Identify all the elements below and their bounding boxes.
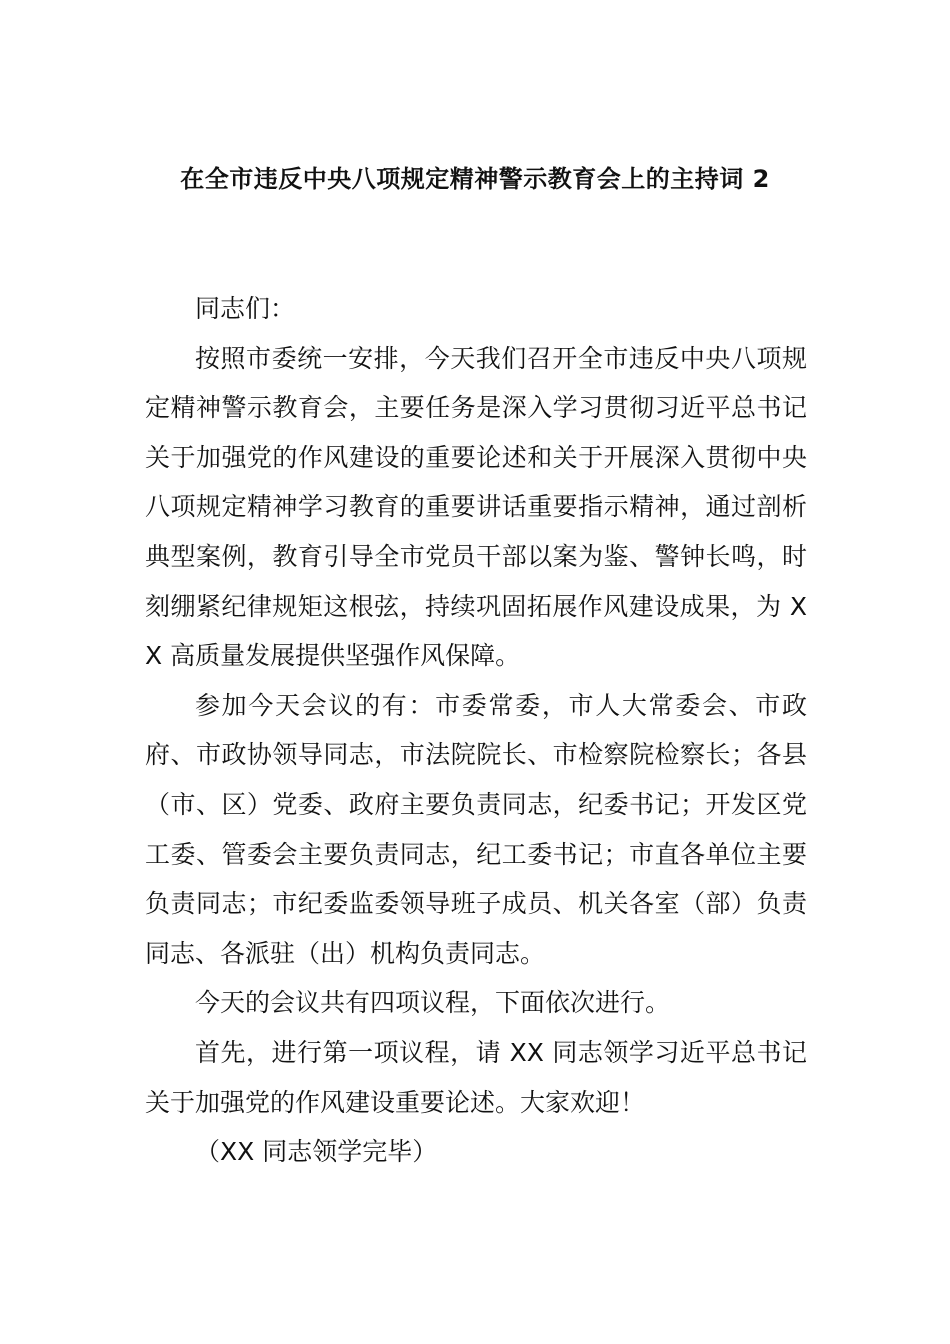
stage-note-paragraph: （XX 同志领学完毕）: [195, 1137, 438, 1167]
agenda-paragraph: 今天的会议共有四项议程，下面依次进行。: [195, 988, 671, 1018]
document-body: [145, 284, 807, 1177]
attendees-paragraph: 参加今天会议的有：市委常委，市人大常委会、市政府、市政协领导同志，市法院院长、市检察院检察长；各县（市、区）党委、政府主要负责同志，纪委书记；开发区党工委、管委会主要负责同志，纪工委书记；市直各单位主要负责同志；市纪委监委领导班子成员、机关各室（部）负责同志、各派驻（出）机构负责同志。: [145, 690, 807, 968]
intro-paragraph: 按照市委统一安排，今天我们召开全市违反中央八项规定精神警示教育会，主要任务是深入学习贯彻习近平总书记关于加强党的作风建设的重要论述和关于开展深入贯彻中央八项规定精神学习教育的重要讲话重要指示精神，通过剖析典型案例，教育引导全市党员干部以案为鉴、警钟长鸣，时刻绷紧纪律规矩这根弦，持续巩固拓展作风建设成果，为 XX 高质量发展提供坚强作风保障。: [145, 343, 807, 671]
document-title: 在全市违反中央八项规定精神警示教育会上的主持词 2: [180, 165, 770, 193]
first-item-paragraph: 首先，进行第一项议程，请 XX 同志领学习近平总书记关于加强党的作风建设重要论述。大家欢迎！: [145, 1037, 807, 1117]
salutation-paragraph: 同志们：: [195, 294, 296, 323]
